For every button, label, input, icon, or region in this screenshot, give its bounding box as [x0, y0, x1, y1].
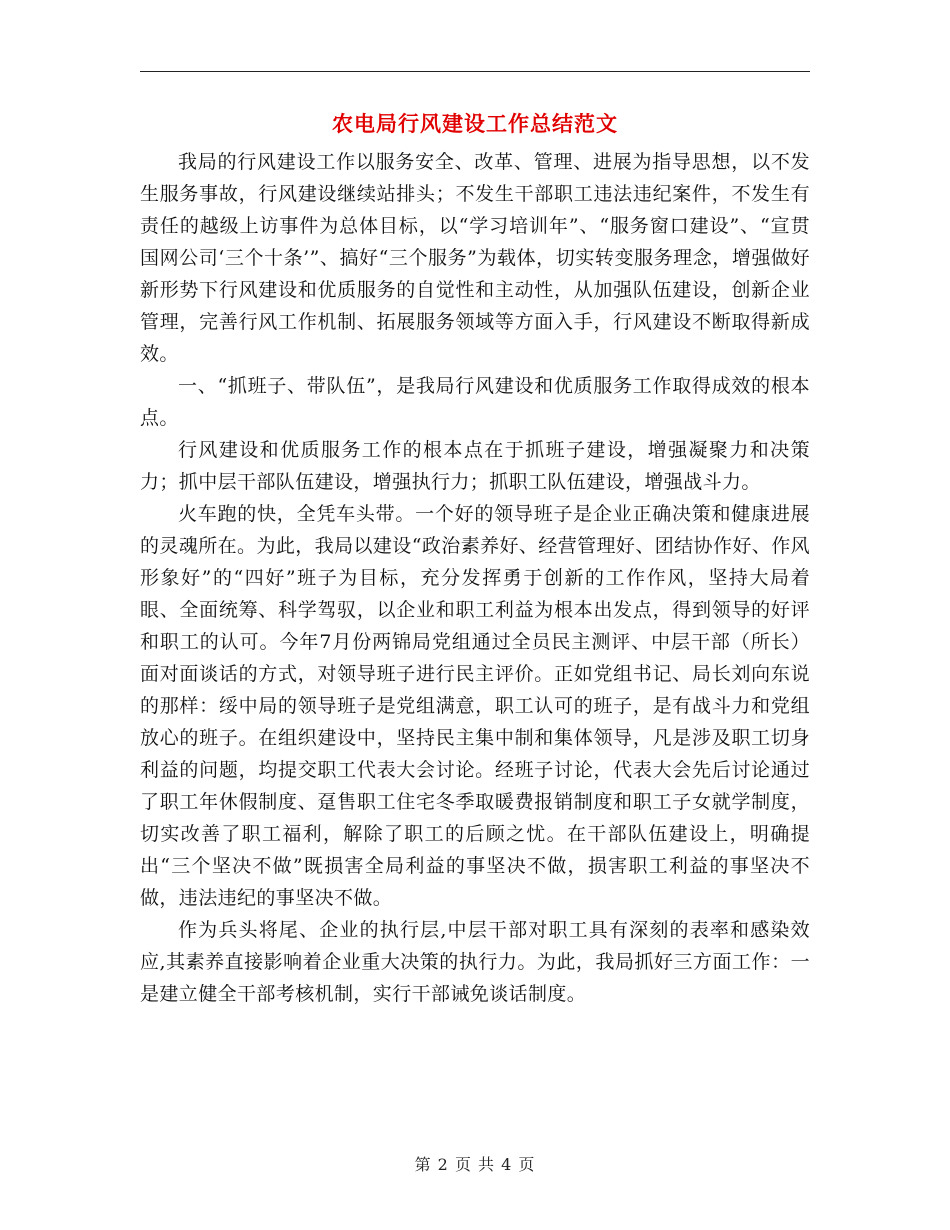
page-number-footer: 第 2 页 共 4 页 [414, 1155, 536, 1174]
paragraph-foundation: 行风建设和优质服务工作的根本点在于抓班子建设，增强凝聚力和决策力；抓中层干部队伍建设，增强执行力；抓职工队伍建设，增强战斗力。 [140, 439, 810, 493]
paragraph-intro: 我局的行风建设工作以服务安全、改革、管理、进展为指导思想，以不发生服务事故，行风建设继续站排头；不发生干部职工违法违纪案件，不发生有责任的越级上访事件为总体目标，以“学习培训年”、“服务窗口建设”、“宣贯国网公司‘三个十条’”、搞好“三个服务”为载体，切实转变服务理念，增强做好新形势下行风建设和优质服务的自觉性和主动性，从加强队伍建设，创新企业管理，完善行风工作机制、拓展服务领域等方面入手，行风建设不断取得新成效。 [140, 151, 810, 365]
paragraph-leadership: 火车跑的快，全凭车头带。一个好的领导班子是企业正确决策和健康进展的灵魂所在。为此，我局以建设“政治素养好、经营管理好、团结协作好、作风形象好”的“四好”班子为目标，充分发挥勇于创新的工作作风，坚持大局着眼、全面统筹、科学驾驭，以企业和职工利益为根本出发点，得到领导的好评和职工的认可。今年7月份两锦局党组通过全员民主测评、中层干部（所长）面对面谈话的方式，对领导班子进行民主评价。正如党组书记、局长刘向东说的那样：绥中局的领导班子是党组满意，职工认可的班子，是有战斗力和党组放心的班子。在组织建设中，坚持民主集中制和集体领导，凡是涉及职工切身利益的问题，均提交职工代表大会讨论。经班子讨论，代表大会先后讨论通过了职工年休假制度、趸售职工住宅冬季取暖费报销制度和职工子女就学制度，切实改善了职工福利，解除了职工的后顾之忧。在干部队伍建设上，明确提出“三个坚决不做”既损害全局利益的事坚决不做，损害职工利益的事坚决不做，违法违纪的事坚决不做。 [140, 503, 810, 909]
header-rule [140, 71, 810, 72]
document-body [140, 146, 810, 1010]
paragraph-middle-managers: 作为兵头将尾、企业的执行层,中层干部对职工具有深刻的表率和感染效应,其素养直接影响着企业重大决策的执行力。为此，我局抓好三方面工作：一是建立健全干部考核机制，实行干部诫免谈话制度。 [140, 919, 810, 1005]
document-title: 农电局行风建设工作总结范文 [332, 111, 618, 136]
paragraph-section-heading-1: 一、“抓班子、带队伍”，是我局行风建设和优质服务工作取得成效的根本点。 [140, 375, 810, 429]
